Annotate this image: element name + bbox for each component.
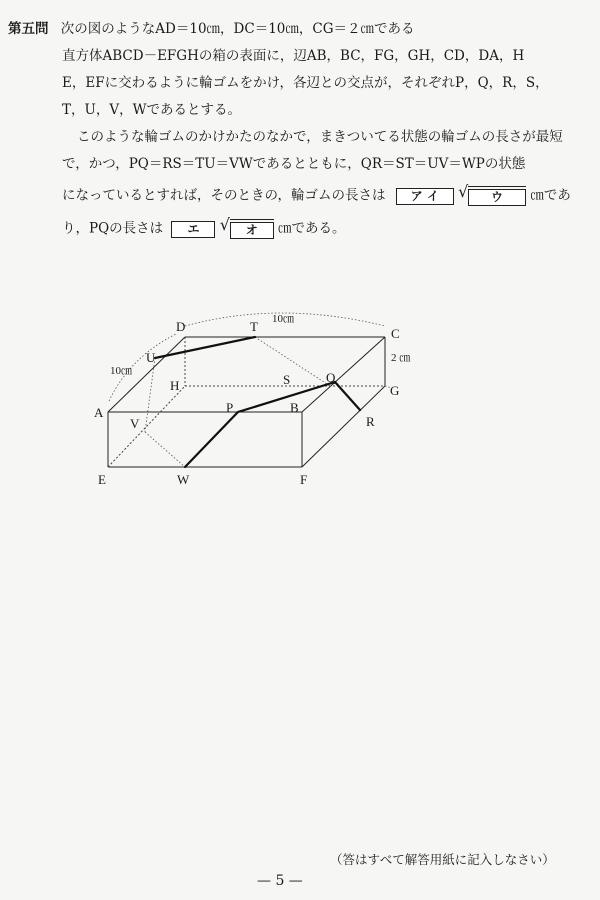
question-line-2: 直方体ABCD－EFGHの箱の表面に，辺AB，BC，FG，GH，CD，DA，H [62, 48, 525, 64]
edge-eh [108, 386, 185, 467]
question-text-1: 次の図のようなAD＝10㎝，DC＝10㎝，CG＝２㎝である [60, 21, 415, 37]
label-a: A [94, 405, 104, 420]
label-h: H [170, 378, 180, 393]
answer-box-o: オ [230, 222, 274, 239]
label-f: F [300, 472, 308, 487]
question-text-8b: ㎝である。 [278, 220, 346, 237]
band-vw-hidden [145, 432, 185, 467]
question-line-4: T，U，V，Wであるとする。 [62, 102, 242, 118]
answer-box-e: エ [171, 221, 215, 238]
label-t: T [250, 319, 258, 334]
question-line-6: で，かつ，PQ＝RS＝TU＝VWであるとともに，QR＝ST＝UV＝WPの状態 [62, 156, 526, 172]
sqrt-sign-2: √ オ [220, 219, 274, 239]
label-v: V [130, 416, 140, 431]
dim-ad-label: 10㎝ [110, 365, 132, 377]
band-tu [155, 337, 255, 358]
question-text-7: になっているとすれば，そのときの，輪ゴムの長さは [62, 187, 386, 204]
question-line-5: このような輪ゴムのかけかたのなかで，まきついてる状態の輪ゴムの長さが最短 [77, 129, 563, 145]
label-u: U [146, 350, 156, 365]
answer-box-a-i: ア イ [396, 188, 454, 205]
label-c: C [391, 326, 400, 341]
question-line-3: E，EFに交わるように輪ゴムをかけ，各辺との交点が，それぞれP，Q，R，S， [62, 75, 549, 91]
footer-note: （答はすべて解答用紙に記入しなさい） [330, 852, 555, 867]
band-wp-pq [185, 382, 335, 467]
label-p: P [226, 400, 234, 415]
label-d: D [176, 319, 186, 334]
question-text-7b: ㎝であ [530, 187, 571, 204]
question-text-8: り，PQの長さは [62, 220, 164, 237]
dim-cg-label: 2 ㎝ [391, 352, 411, 364]
label-s: S [283, 372, 291, 387]
label-r: R [366, 414, 375, 429]
question-title: 第五問 [8, 21, 49, 37]
label-e: E [98, 472, 106, 487]
label-g: G [390, 383, 400, 398]
label-b: B [290, 400, 299, 415]
label-w: W [177, 472, 190, 487]
edge-bc [302, 337, 385, 412]
label-q: Q [326, 370, 336, 385]
sqrt-sign: √ ウ [458, 186, 526, 206]
answer-box-u: ウ [468, 189, 526, 206]
band-uv [145, 358, 155, 432]
dim-dc-label: 10㎝ [272, 313, 294, 325]
band-ts [255, 337, 330, 386]
page-number: — 5 — [257, 873, 303, 889]
band-qr [335, 382, 360, 410]
